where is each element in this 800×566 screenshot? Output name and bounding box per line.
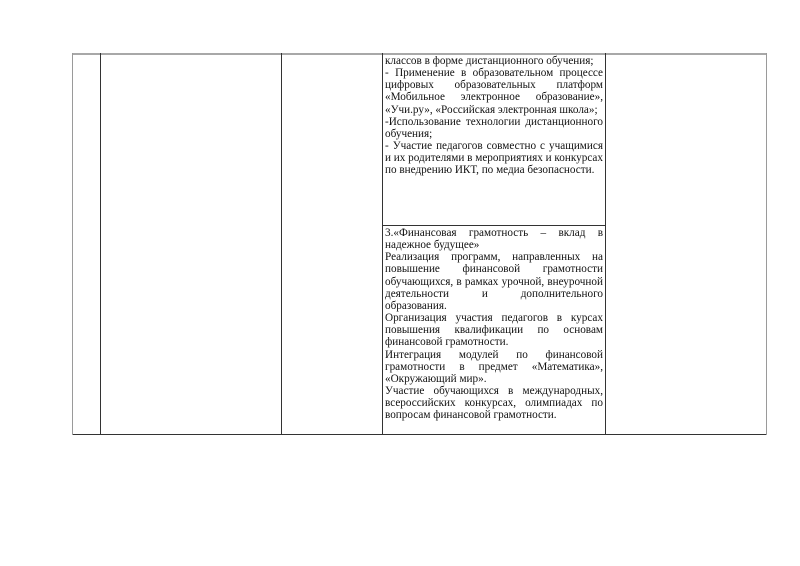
cell-measures-block-1	[385, 55, 603, 177]
paragraph: Реализация программ, направленных на повышение финансовой грамотности обучающихся, в рамках урочной, внеурочной деятельности и дополнительного образования.	[385, 251, 603, 312]
column-divider-4	[605, 53, 606, 435]
paragraph: - Участие педагогов совместно с учащимися и их родителями в мероприятиях и конкурсах по внедрению ИКТ, по медиа безопасности.	[385, 140, 603, 177]
subcell-divider	[382, 225, 605, 226]
paragraph: - Применение в образовательном процессе цифровых образовательных платформ «Мобильное электронное образование», «Учи.ру», «Российская электронная школа»;	[385, 67, 603, 116]
table-border-right	[766, 53, 767, 435]
paragraph: Интеграция модулей по финансовой грамотности в предмет «Математика», «Окружающий мир».	[385, 348, 603, 385]
section-heading: 3.«Финансовая грамотность – вклад в надежное будущее»	[385, 227, 603, 252]
column-divider-2	[281, 53, 282, 435]
paragraph: Организация участия педагогов в курсах повышения квалификации по основам финансовой грамотности.	[385, 312, 603, 349]
column-divider-1	[100, 53, 101, 435]
column-divider-3	[382, 53, 383, 435]
paragraph: Участие обучающихся в международных, всероссийских конкурсах, олимпиадах по вопросам финансовой грамотности.	[385, 385, 603, 422]
paragraph: классов в форме дистанционного обучения;	[385, 55, 594, 67]
paragraph: -Использование технологии дистанционного обучения;	[385, 115, 603, 140]
table-border-left	[72, 53, 73, 435]
cell-measures-block-2	[385, 227, 603, 422]
